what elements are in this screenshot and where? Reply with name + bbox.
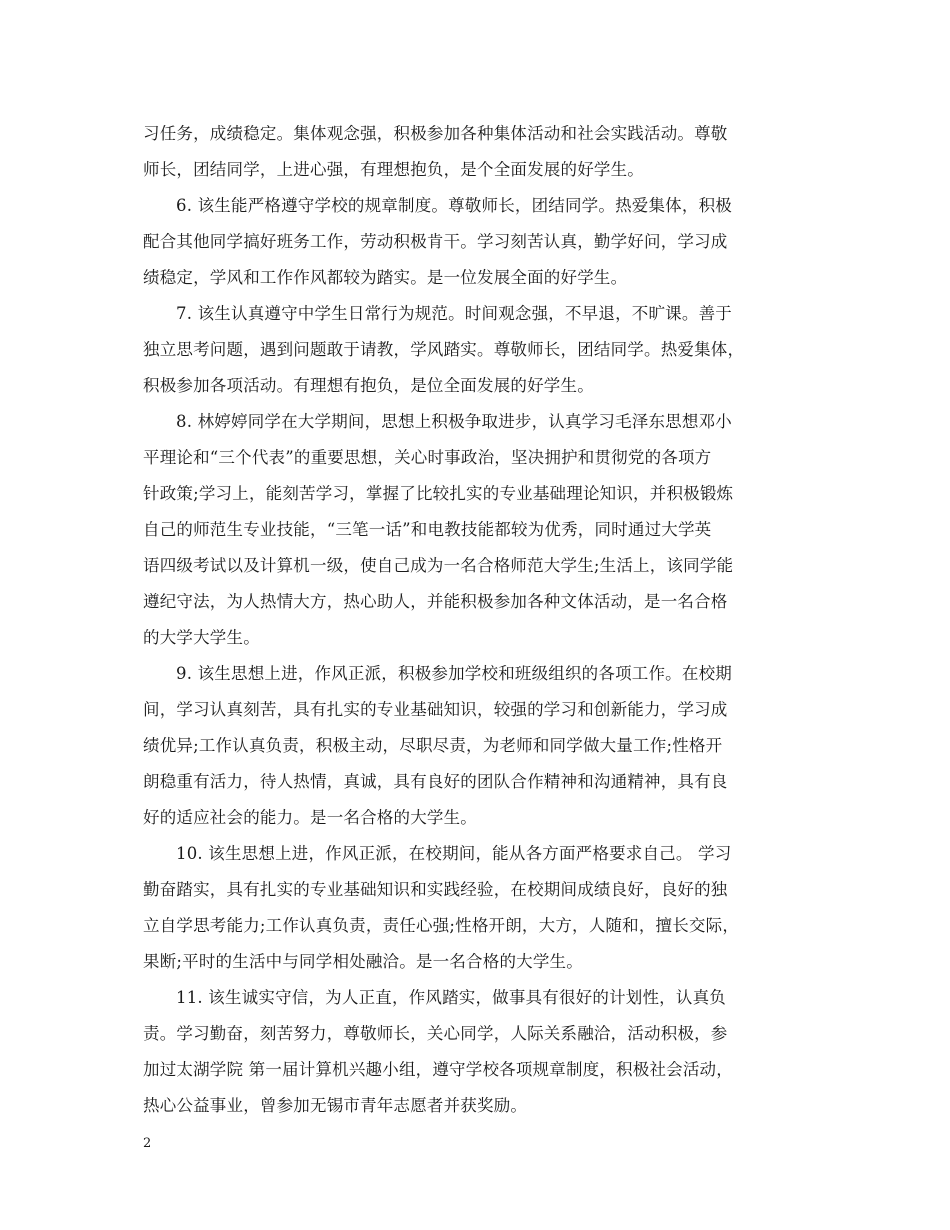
text-line: 朗稳重有活力，待人热情，真诚，具有良好的团队合作精神和沟通精神，具有良 xyxy=(143,772,728,791)
text-line: 10. 该生思想上进，作风正派，在校期间，能从各方面严格要求自己。 学习 xyxy=(176,844,732,863)
text-line: 9. 该生思想上进，作风正派，积极参加学校和班级组织的各项工作。在校期 xyxy=(176,664,732,683)
text-line: 积极参加各项活动。有理想有抱负，是位全面发展的好学生。 xyxy=(143,376,594,395)
text-line: 8. 林婷婷同学在大学期间，思想上积极争取进步，认真学习毛泽东思想邓小 xyxy=(176,412,732,431)
text-line: 好的适应社会的能力。是一名合格的大学生。 xyxy=(143,808,477,827)
text-line: 习任务，成绩稳定。集体观念强，积极参加各种集体活动和社会实践活动。尊敬 xyxy=(143,124,728,143)
text-line: 自己的师范生专业技能，“三笔一话”和电教技能都较为优秀，同时通过大学英 xyxy=(143,520,712,539)
text-line: 针政策;学习上，能刻苦学习，掌握了比较扎实的专业基础理论知识，并积极锻炼 xyxy=(143,484,734,503)
text-line: 11. 该生诚实守信，为人正直，作风踏实，做事具有很好的计划性，认真负 xyxy=(176,988,726,1007)
text-line: 立自学思考能力;工作认真负责，责任心强;性格开朗，大方，人随和，擅长交际， xyxy=(143,916,740,935)
text-line: 绩稳定，学风和工作作风都较为踏实。是一位发展全面的好学生。 xyxy=(143,268,628,287)
text-line: 6. 该生能严格遵守学校的规章制度。尊敬师长，团结同学。热爱集体，积极 xyxy=(176,196,732,215)
text-line: 果断;平时的生活中与同学相处融洽。是一名合格的大学生。 xyxy=(143,952,583,971)
page-number: 2 xyxy=(143,1136,152,1151)
text-line: 语四级考试以及计算机一级，使自己成为一名合格师范大学生;生活上，该同学能 xyxy=(143,556,734,575)
text-line: 间，学习认真刻苦，具有扎实的专业基础知识，较强的学习和创新能力，学习成 xyxy=(143,700,728,719)
text-line: 遵纪守法，为人热情大方，热心助人，并能积极参加各种文体活动，是一名合格 xyxy=(143,592,728,611)
text-line: 配合其他同学搞好班务工作，劳动积极肯干。学习刻苦认真，勤学好问，学习成 xyxy=(143,232,728,251)
text-line: 责。学习勤奋，刻苦努力，尊敬师长，关心同学，人际关系融洽，活动积极，参 xyxy=(143,1024,728,1043)
text-line: 热心公益事业，曾参加无锡市青年志愿者并获奖励。 xyxy=(143,1096,528,1115)
text-line: 平理论和“三个代表”的重要思想，关心时事政治，坚决拥护和贯彻党的各项方 xyxy=(143,448,712,467)
text-line: 7. 该生认真遵守中学生日常行为规范。时间观念强，不早退，不旷课。善于 xyxy=(176,304,732,323)
text-line: 加过太湖学院 第一届计算机兴趣小组，遵守学校各项规章制度，积极社会活动， xyxy=(143,1060,733,1079)
text-line: 勤奋踏实，具有扎实的专业基础知识和实践经验，在校期间成绩良好，良好的独 xyxy=(143,880,728,899)
body-text xyxy=(143,116,813,1124)
text-line: 师长，团结同学，上进心强，有理想抱负，是个全面发展的好学生。 xyxy=(143,160,644,179)
text-line: 的大学大学生。 xyxy=(143,628,260,647)
text-line: 绩优异;工作认真负责，积极主动，尽职尽责，为老师和同学做大量工作;性格开 xyxy=(143,736,723,755)
text-line: 独立思考问题，遇到问题敢于请教，学风踏实。尊敬师长，团结同学。热爱集体， xyxy=(143,340,745,359)
